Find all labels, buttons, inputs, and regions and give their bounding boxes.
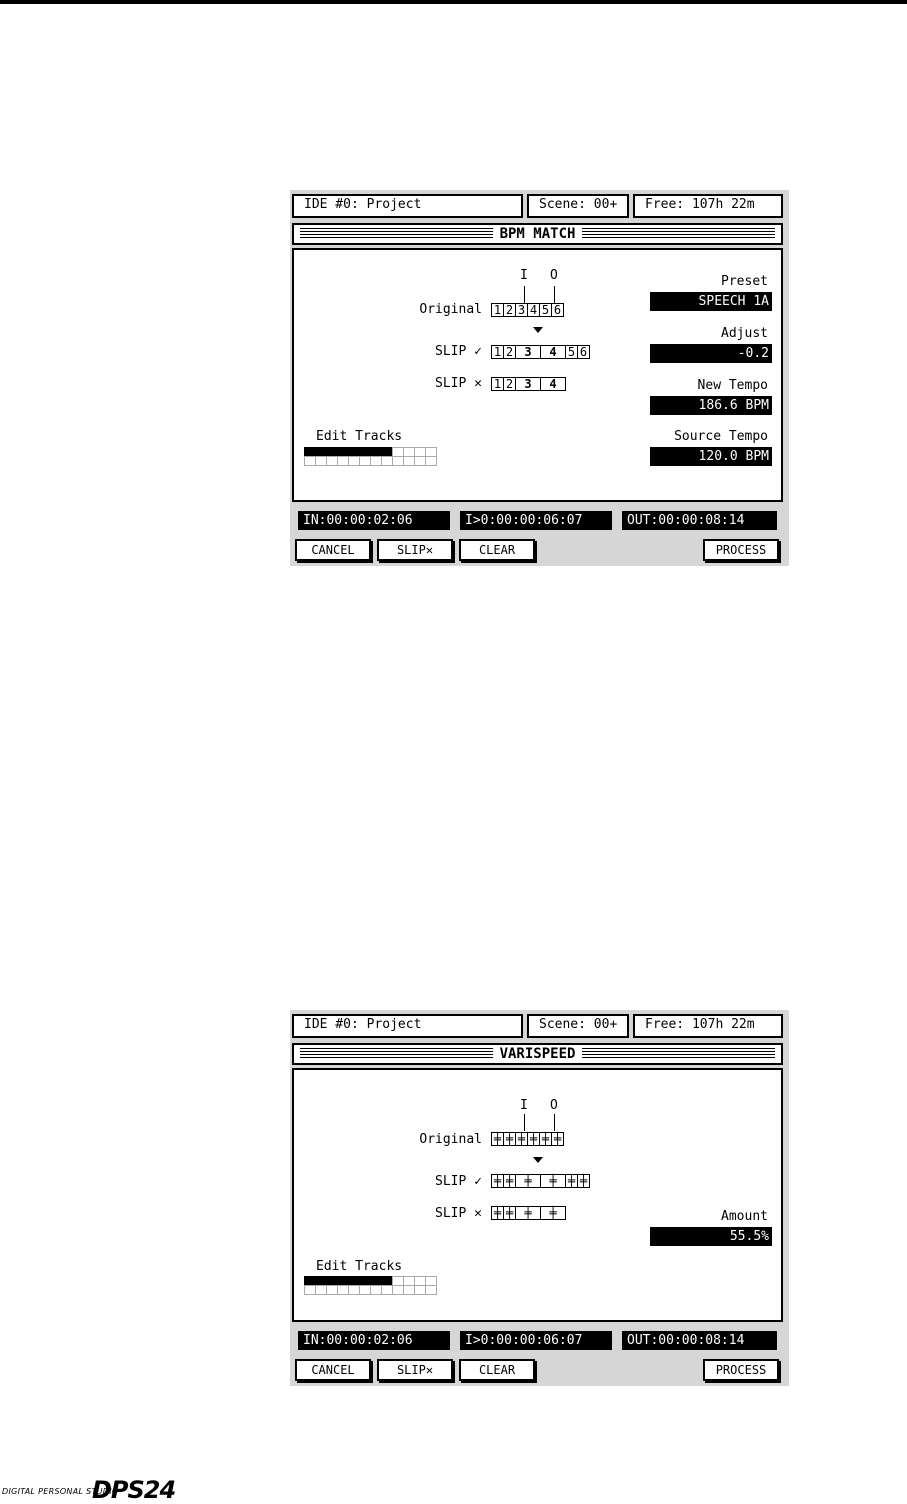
in-marker-label: I [520,1098,528,1113]
in-time: IN:00:00:02:06 [298,1331,450,1350]
segment: 3 [515,345,541,359]
slip-toggle-button[interactable]: SLIP✕ [377,539,453,561]
segment: 4 [540,377,566,391]
segment: ╪ [491,1174,504,1188]
footer-tagline: DIGITAL PERSONAL STUDIO [2,1487,119,1496]
scene-box [527,194,629,218]
scene-indicator: Scene: 00+ [539,197,618,212]
title-bar [292,223,783,245]
scene-indicator: Scene: 00+ [539,1017,618,1032]
new-tempo-field[interactable]: 186.6 BPM [650,396,772,415]
free-space-box [633,1014,783,1038]
preset-field[interactable]: SPEECH 1A [650,292,772,311]
segment: 2 [503,303,516,317]
edit-tracks-label: Edit Tracks [316,1259,403,1274]
project-name: IDE #0: Project [304,1017,422,1032]
cancel-button[interactable]: CANCEL [295,1359,371,1381]
original-segments [491,1132,563,1146]
out-marker-label: O [550,1098,558,1113]
down-arrow-icon [533,327,543,333]
slip-on-segments [491,1174,589,1188]
segment: ╪ [540,1174,566,1188]
slip-on-segments [491,345,589,359]
original-segments [491,303,563,317]
position-time: I>0:00:00:06:07 [460,1331,612,1350]
in-marker-label: I [520,268,528,283]
segment: 1 [491,303,504,317]
free-space-indicator: Free: 107h 22m [645,197,755,212]
segment: 1 [491,377,504,391]
adjust-label: Adjust [721,326,768,341]
out-marker-label: O [550,268,558,283]
slip-off-segments [491,377,565,391]
free-space-indicator: Free: 107h 22m [645,1017,755,1032]
in-marker-line [524,286,525,303]
clear-button[interactable]: CLEAR [459,539,535,561]
varispeed-screen [290,1010,789,1386]
segment: ╪ [491,1132,504,1146]
edit-tracks-grid[interactable] [304,1276,436,1294]
segment: 4 [540,345,566,359]
page-title: BPM MATCH [493,225,583,243]
project-name-box [292,194,523,218]
preset-label: Preset [721,274,768,289]
process-button[interactable]: PROCESS [703,1359,779,1381]
segment: 6 [577,345,590,359]
original-label: Original [419,302,482,317]
segment: 3 [515,377,541,391]
segment: 1 [491,345,504,359]
edit-tracks-grid[interactable] [304,447,436,465]
segment: ╪ [491,1206,504,1220]
process-button[interactable]: PROCESS [703,539,779,561]
scene-box [527,1014,629,1038]
page-title: VARISPEED [493,1045,583,1063]
track-cell[interactable] [425,1285,437,1295]
out-time: OUT:00:00:08:14 [622,1331,777,1350]
out-marker-line [554,286,555,303]
segment: 2 [503,345,516,359]
segment: ╪ [503,1206,516,1220]
segment: 4 [527,303,540,317]
segment: ╪ [515,1206,541,1220]
amount-field[interactable]: 55.5% [650,1227,772,1246]
slip-on-label: SLIP ✓ [435,344,482,359]
track-cell[interactable] [425,456,437,466]
segment: 3 [515,303,528,317]
slip-on-label: SLIP ✓ [435,1174,482,1189]
page-top-rule [0,0,907,4]
amount-label: Amount [721,1209,768,1224]
main-panel [292,248,783,502]
segment: 5 [565,345,578,359]
clear-button[interactable]: CLEAR [459,1359,535,1381]
free-space-box [633,194,783,218]
segment: ╪ [503,1132,516,1146]
main-panel [292,1068,783,1322]
edit-tracks-label: Edit Tracks [316,429,403,444]
segment: ╪ [551,1132,564,1146]
in-marker-line [524,1114,525,1131]
cancel-button[interactable]: CANCEL [295,539,371,561]
slip-off-label: SLIP ✕ [435,376,482,391]
position-time: I>0:00:00:06:07 [460,511,612,530]
original-label: Original [419,1132,482,1147]
segment: ╪ [527,1132,540,1146]
out-marker-line [554,1114,555,1131]
slip-toggle-button[interactable]: SLIP✕ [377,1359,453,1381]
source-tempo-field[interactable]: 120.0 BPM [650,447,772,466]
project-name-box [292,1014,523,1038]
source-tempo-label: Source Tempo [674,429,768,444]
down-arrow-icon [533,1157,543,1163]
slip-off-segments [491,1206,565,1220]
segment: ╪ [540,1206,566,1220]
segment: 5 [539,303,552,317]
segment: 2 [503,377,516,391]
segment: ╪ [515,1132,528,1146]
segment: 6 [551,303,564,317]
segment: ╪ [503,1174,516,1188]
adjust-field[interactable]: -0.2 [650,344,772,363]
segment: ╪ [565,1174,578,1188]
slip-off-label: SLIP ✕ [435,1206,482,1221]
in-time: IN:00:00:02:06 [298,511,450,530]
title-bar [292,1043,783,1065]
segment: ╪ [539,1132,552,1146]
segment: ╪ [577,1174,590,1188]
out-time: OUT:00:00:08:14 [622,511,777,530]
dps24-logo: DPS24 [92,1476,176,1504]
segment: ╪ [515,1174,541,1188]
bpm-match-screen [290,190,789,566]
new-tempo-label: New Tempo [697,378,768,393]
project-name: IDE #0: Project [304,197,422,212]
